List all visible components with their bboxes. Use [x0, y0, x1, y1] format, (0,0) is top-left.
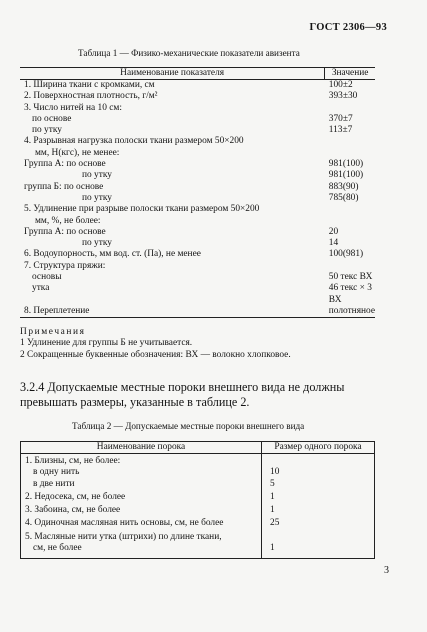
table1-cell-value: 46 текс × 3 ВХ: [328, 283, 372, 305]
table2-caption: Таблица 2 — Допускаемые местные пороки внешнего вида: [72, 421, 305, 431]
table1-header-name: Наименование показателя: [20, 68, 325, 80]
table-row: [20, 148, 375, 159]
table-row: [21, 490, 375, 503]
table-row: [20, 170, 375, 181]
table1-cell-value: 14: [328, 238, 339, 249]
table-row: [20, 306, 375, 318]
table1-cell-name: 2. Поверхностная плотность, г/м²: [24, 91, 158, 102]
table1-cell-name: утка: [32, 283, 50, 294]
table2-cell-name: 5. Масляные нити утка (штрихи) по длине ткани,: [21, 530, 262, 543]
table1-cell-value: 981(100): [328, 159, 364, 170]
table-row: [20, 238, 375, 249]
table1-cell-value: 981(100): [328, 170, 364, 181]
table1-cell-name: основы: [32, 272, 62, 283]
table2-cell-size: [262, 530, 375, 543]
table1-cell-name: 7. Структура пряжи:: [24, 260, 106, 271]
table-row: [21, 516, 375, 529]
table1-cell-name: 4. Разрывная нагрузка полоски ткани размером 50×200: [24, 136, 244, 147]
table1-cell-name: по утку: [82, 170, 112, 181]
table2-cell-name: в две нити: [21, 479, 262, 490]
table2-cell-size: 1: [270, 491, 275, 502]
table2: [20, 441, 375, 559]
table-row: [20, 91, 375, 102]
table1-cell-name: по утку: [82, 192, 112, 203]
table1-cell-value: 100(981): [328, 249, 364, 260]
table-row: [21, 530, 375, 543]
table1-cell-name: 6. Водоупорность, мм вод. ст. (Па), не менее: [24, 249, 201, 260]
table-row: [21, 503, 375, 516]
table-row: [20, 182, 375, 193]
table2-cell-size: 25: [270, 518, 280, 529]
standard-header: ГОСТ 2306—93: [309, 22, 387, 33]
table-row: [21, 454, 375, 468]
section-line: 3.2.4 Допускаемые местные пороки внешнего вида не должны: [20, 380, 345, 394]
table2-cell-name: 3. Забоина, см, не более: [21, 503, 262, 516]
table1-cell-value: полотняное: [325, 306, 375, 318]
table1-cell-name: мм, Н(кгс), не менее:: [35, 147, 120, 158]
section-line: превышать размеры, указанные в таблице 2.: [20, 395, 250, 409]
notes-heading: Примечания: [20, 327, 86, 337]
table1-cell-value: 883(90): [328, 181, 359, 192]
table1-cell-name: по утку: [32, 125, 62, 136]
table1-cell-value: 20: [328, 226, 339, 237]
table-row: [20, 272, 375, 283]
table-row: [20, 261, 375, 272]
table2-cell-name: 2. Недосека, см, не более: [21, 490, 262, 503]
note-item: 2 Сокращенные буквенные обозначения: ВХ — волокно хлопковое.: [20, 349, 291, 360]
table1-cell-value: 393±30: [328, 91, 358, 102]
table1-cell-name: мм, %, не более:: [35, 215, 101, 226]
table2-cell-size: 1: [270, 505, 275, 516]
page-number: 3: [384, 565, 389, 576]
table1-header-value: Значение: [325, 68, 375, 80]
table2-cell-name: в одну нить: [21, 467, 262, 478]
table-row: [21, 479, 375, 490]
note-item: 1 Удлинение для группы Б не учитывается.: [20, 338, 193, 349]
table-row: [20, 227, 375, 238]
table1-cell-value: 50 текс ВХ: [328, 272, 373, 283]
table-row: [20, 159, 375, 170]
table2-cell-size: [262, 454, 375, 468]
table2-cell-name: см, не более: [21, 543, 262, 559]
table-row: [20, 249, 375, 260]
table1-cell-name: 1. Ширина ткани с кромками, см: [24, 80, 155, 90]
table-row: [20, 103, 375, 114]
table-row: [20, 193, 375, 204]
table2-header-size: Размер одного порока: [262, 442, 375, 454]
table1: [20, 67, 375, 318]
table1-cell-value: [325, 204, 375, 215]
table-row: [21, 543, 375, 559]
table1-cell-value: 100±2: [328, 80, 353, 90]
table-row: [20, 136, 375, 147]
table2-header-name: Наименование порока: [21, 442, 262, 454]
table2-cell-size: 1: [270, 543, 275, 554]
table1-cell-name: 8. Переплетение: [20, 306, 325, 318]
table1-cell-value: 785(80): [328, 192, 359, 203]
table1-cell-value: [325, 261, 375, 272]
table-row: [20, 114, 375, 125]
table1-cell-name: по основе: [32, 113, 72, 124]
table1-cell-value: [325, 103, 375, 114]
table-row: [21, 467, 375, 478]
table1-cell-value: [325, 148, 375, 159]
table1-cell-value: 370±7: [328, 113, 353, 124]
table-row: [20, 80, 375, 92]
table1-cell-name: Группа А: по основе: [24, 159, 106, 170]
section-3-2-4: [20, 380, 390, 410]
table2-cell-size: 10: [270, 467, 280, 478]
table1-cell-name: по утку: [82, 238, 112, 249]
notes: [20, 327, 291, 361]
table1-caption: Таблица 1 — Физико-механические показатели авизента: [78, 48, 300, 58]
table1-cell-name: Группа А: по основе: [24, 226, 106, 237]
table2-cell-size: 5: [270, 478, 275, 489]
table1-cell-name: 5. Удлинение при разрыве полоски ткани размером 50×200: [24, 204, 260, 215]
table1-cell-name: группа Б: по основе: [24, 181, 104, 192]
table2-cell-name: 4. Одиночная масляная нить основы, см, не более: [21, 516, 262, 529]
table2-cell-name: 1. Близны, см, не более:: [21, 454, 262, 468]
table-row: [20, 204, 375, 215]
table1-cell-value: [325, 136, 375, 147]
table1-cell-value: [325, 216, 375, 227]
table1-cell-name: 3. Число нитей на 10 см:: [24, 102, 122, 113]
table-row: [20, 283, 375, 306]
table-row: [20, 125, 375, 136]
table-row: [20, 216, 375, 227]
table1-cell-value: 113±7: [328, 125, 353, 136]
